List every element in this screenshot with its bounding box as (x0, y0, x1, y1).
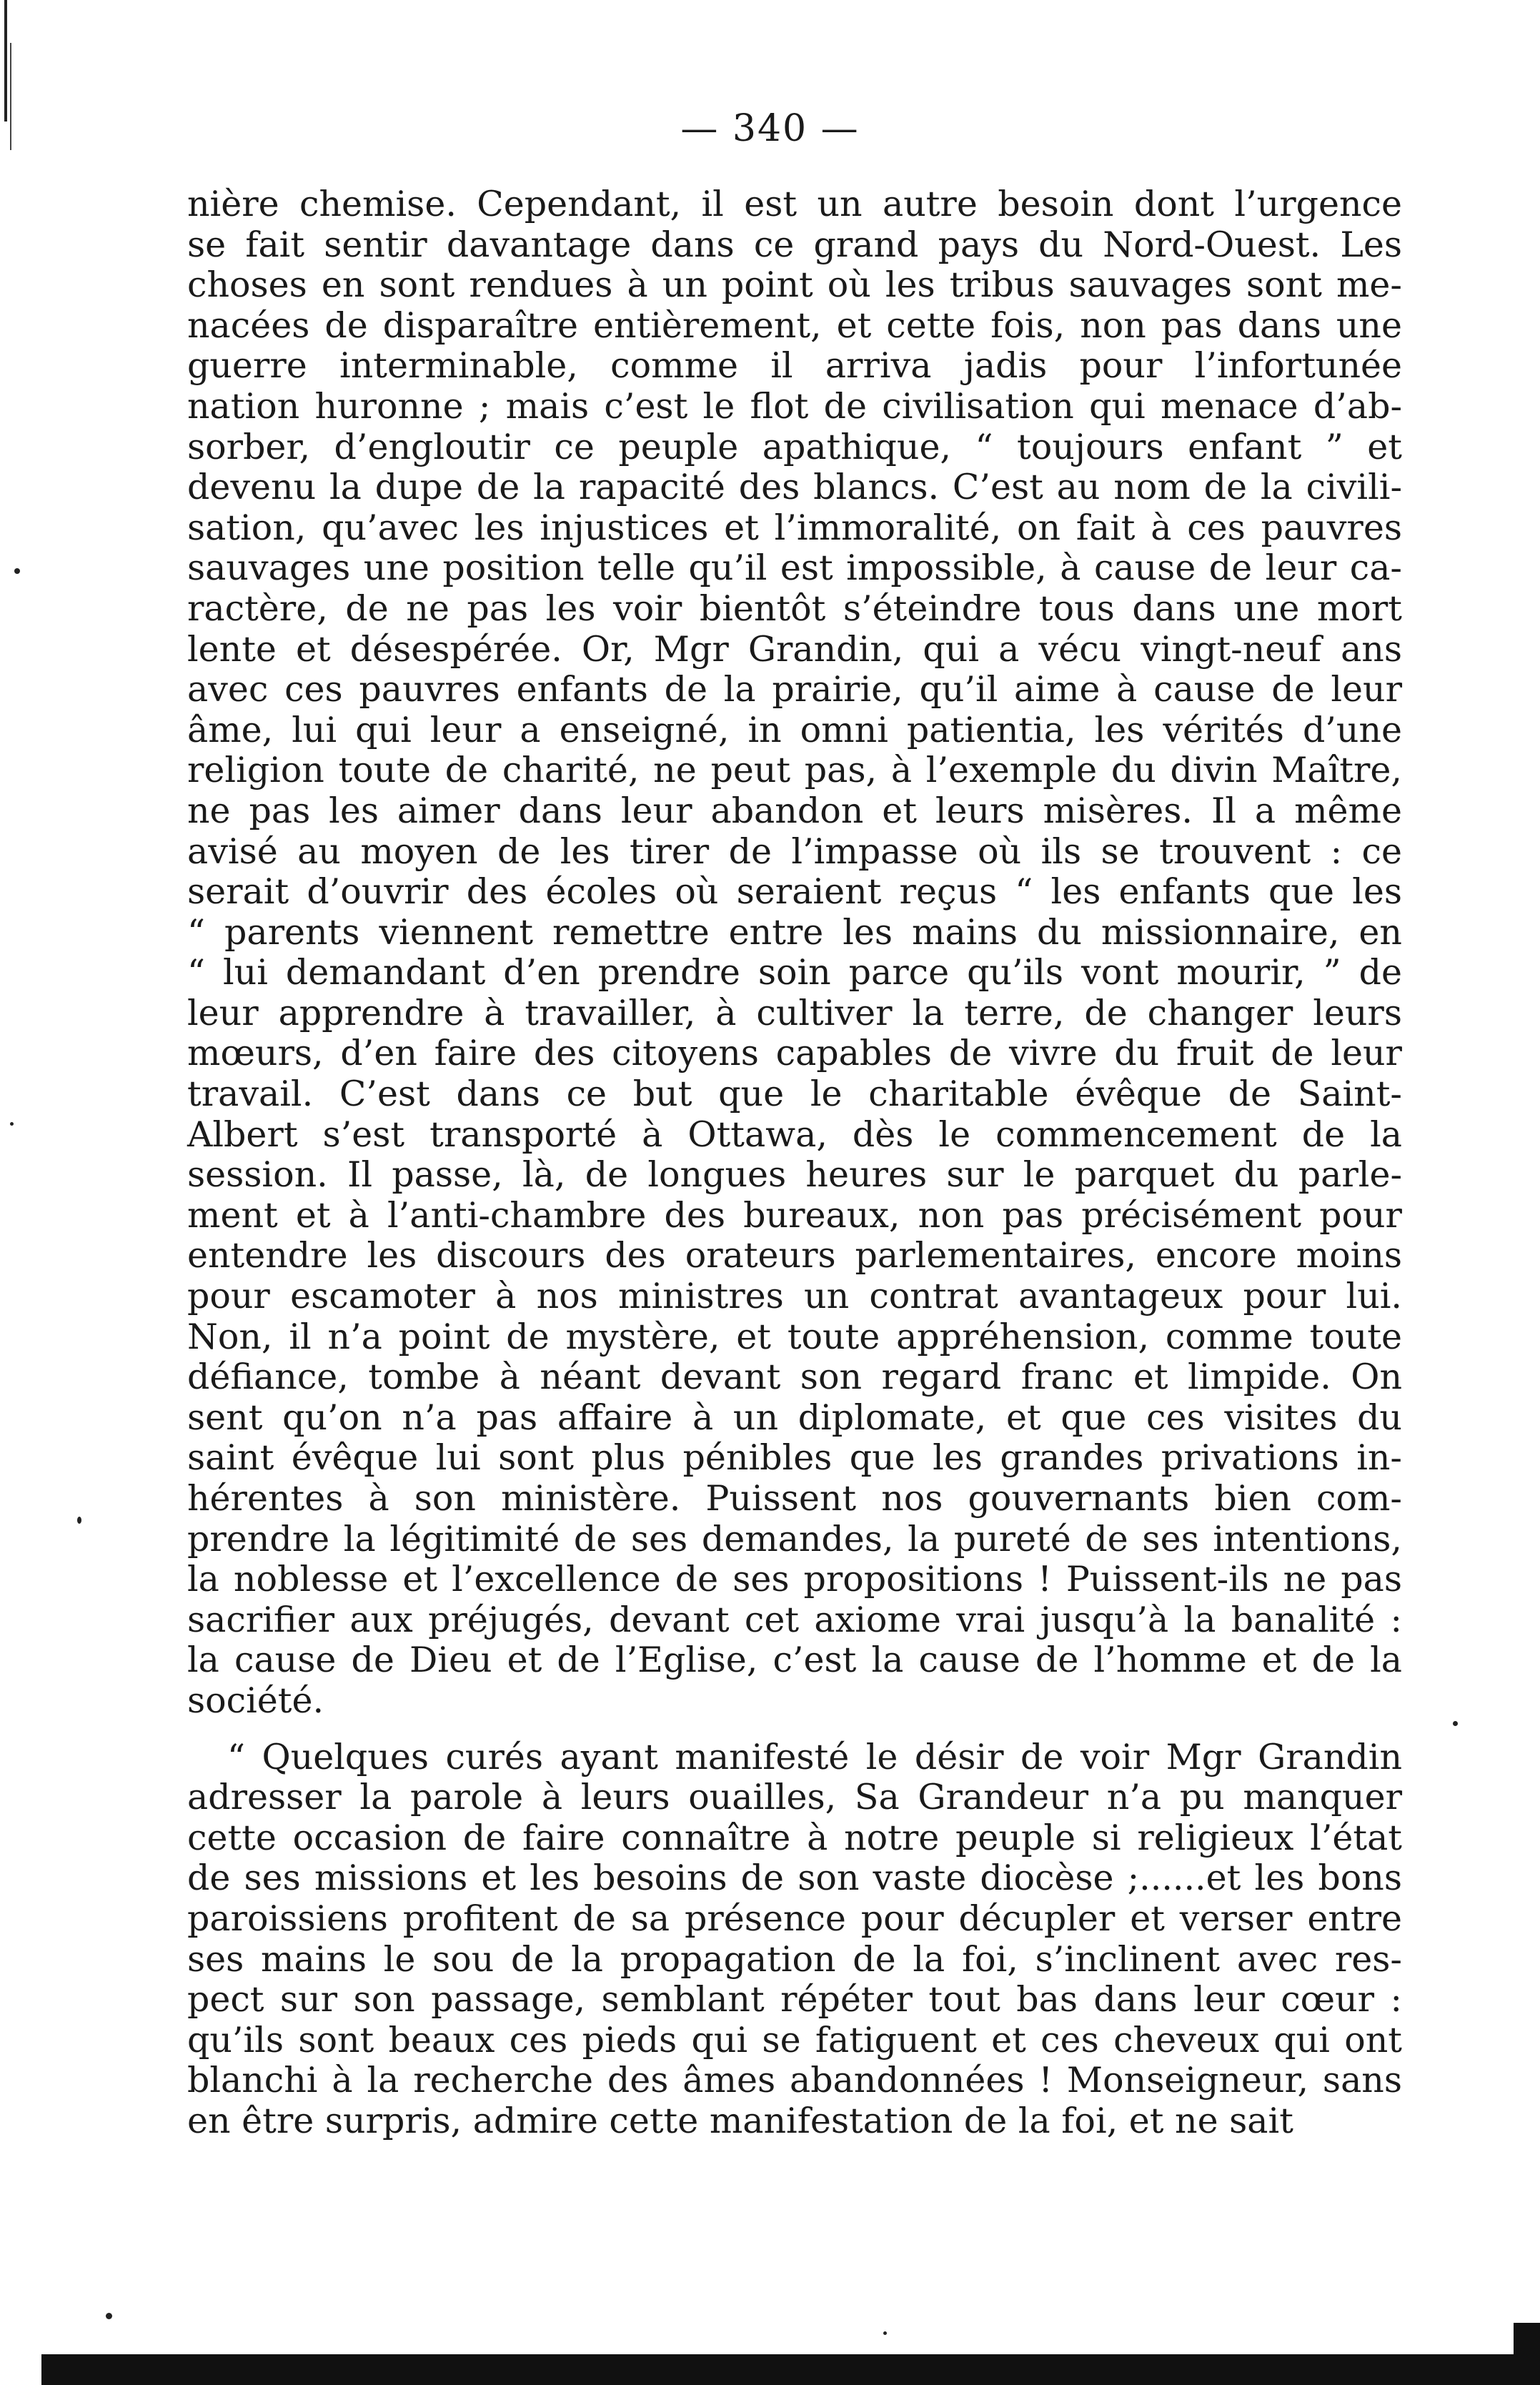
binding-edge-mark (4, 0, 7, 122)
body-text (187, 184, 1402, 2142)
text-line: sent qu’on n’a pas affaire à un diplomate, et que ces visites du (187, 1397, 1402, 1438)
text-line: religion toute de charité, ne peut pas, à l’exemple du divin Maître, (187, 750, 1402, 791)
text-line: société. (187, 1680, 324, 1721)
scan-edge-corner (1514, 2323, 1540, 2385)
text-line: nière chemise. Cependant, il est un autre besoin dont l’urgence (187, 184, 1402, 224)
text-line: pour escamoter à nos ministres un contrat avantageux pour lui. (187, 1276, 1402, 1317)
text-line: la noblesse et l’excellence de ses propositions ! Puissent-ils ne pas (187, 1559, 1402, 1600)
text-line: sacrifier aux préjugés, devant cet axiome vrai jusqu’à la banalité : (187, 1599, 1402, 1640)
text-line: avisé au moyen de les tirer de l’impasse où ils se trouvent : ce (187, 830, 1402, 872)
text-line: saint évêque lui sont plus pénibles que les grandes privations in- (187, 1437, 1402, 1479)
text-line: nation huronne ; mais c’est le flot de civilisation qui menace d’ab- (187, 385, 1402, 427)
text-line: sorber, d’engloutir ce peuple apathique, “ toujours enfant ” et (187, 426, 1402, 467)
text-line: Non, il n’a point de mystère, et toute appréhension, comme toute (187, 1316, 1402, 1357)
text-line: “ parents viennent remettre entre les mains du missionnaire, en (187, 911, 1402, 953)
ink-speck (883, 2331, 887, 2335)
text-line: ment et à l’anti-chambre des bureaux, non pas précisément pour (187, 1194, 1402, 1236)
text-line: la cause de Dieu et de l’Eglise, c’est la cause de l’homme et de la (187, 1640, 1402, 1681)
paragraph-1 (187, 184, 1402, 1722)
text-line: serait d’ouvrir des écoles où seraient reçus “ les enfants que les (187, 871, 1402, 913)
text-line: paroissiens profitent de sa présence pour décupler et verser entre (187, 1898, 1402, 1939)
text-line: lente et désespérée. Or, Mgr Grandin, qui a vécu vingt-neuf ans (187, 628, 1402, 670)
text-line: de ses missions et les besoins de son vaste diocèse ;......et les bons (187, 1858, 1402, 1899)
text-line: “ Quelques curés ayant manifesté le désir de voir Mgr Grandin (227, 1736, 1402, 1777)
text-line: avec ces pauvres enfants de la prairie, qu’il aime à cause de leur (187, 669, 1402, 710)
text-line: choses en sont rendues à un point où les tribus sauvages sont me- (187, 264, 1402, 306)
text-line: mœurs, d’en faire des citoyens capables de vivre du fruit de leur (187, 1033, 1402, 1074)
ink-speck (14, 568, 20, 574)
text-line: guerre interminable, comme il arriva jadis pour l’infortunée (187, 345, 1402, 387)
text-line: cette occasion de faire connaître à notre peuple si religieux l’état (187, 1817, 1402, 1858)
scan-edge-bar (41, 2354, 1535, 2385)
paragraph-gap (187, 1722, 1402, 1737)
text-line: nacées de disparaître entièrement, et cette fois, non pas dans une (187, 304, 1402, 346)
page-number: — 340 — (680, 107, 860, 150)
text-line: blanchi à la recherche des âmes abandonnées ! Monseigneur, sans (187, 2060, 1402, 2101)
text-line: prendre la légitimité de ses demandes, la pureté de ses intentions, (187, 1518, 1402, 1560)
text-line: sation, qu’avec les injustices et l’immoralité, on fait à ces pauvres (187, 507, 1402, 548)
text-line: leur apprendre à travailler, à cultiver la terre, de changer leurs (187, 992, 1402, 1033)
text-line: sauvages une position telle qu’il est impossible, à cause de leur ca- (187, 547, 1402, 589)
text-line: devenu la dupe de la rapacité des blancs. C’est au nom de la civili- (187, 467, 1402, 508)
text-line: adresser la parole à leurs ouailles, Sa Grandeur n’a pu manquer (187, 1777, 1402, 1818)
text-line: pect sur son passage, semblant répéter tout bas dans leur cœur : (187, 1979, 1402, 2020)
text-line: “ lui demandant d’en prendre soin parce qu’ils vont mourir, ” de (187, 952, 1402, 993)
text-line: ses mains le sou de la propagation de la foi, s’inclinent avec res- (187, 1938, 1402, 1980)
text-line: Albert s’est transporté à Ottawa, dès le commencement de la (187, 1114, 1402, 1155)
text-line: en être surpris, admire cette manifestation de la foi, et ne sait (187, 2100, 1293, 2141)
ink-speck (77, 1517, 81, 1524)
text-line: travail. C’est dans ce but que le charitable évêque de Saint- (187, 1074, 1402, 1115)
text-line: âme, lui qui leur a enseigné, in omni patientia, les vérités d’une (187, 709, 1402, 750)
text-line: ractère, de ne pas les voir bientôt s’éteindre tous dans une mort (187, 587, 1402, 629)
paragraph-2 (187, 1737, 1402, 2142)
text-line: session. Il passe, là, de longues heures sur le parquet du parle- (187, 1154, 1402, 1196)
text-line: qu’ils sont beaux ces pieds qui se fatiguent et ces cheveux qui ont (187, 2019, 1402, 2061)
text-line: défiance, tombe à néant devant son regard franc et limpide. On (187, 1357, 1402, 1398)
text-line: hérentes à son ministère. Puissent nos gouvernants bien com- (187, 1478, 1402, 1519)
ink-speck (1453, 1721, 1458, 1726)
text-line: ne pas les aimer dans leur abandon et leurs misères. Il a même (187, 790, 1402, 831)
ink-speck (106, 2313, 112, 2319)
text-line: entendre les discours des orateurs parlementaires, encore moins (187, 1235, 1402, 1276)
text-line: se fait sentir davantage dans ce grand pays du Nord-Ouest. Les (187, 224, 1402, 265)
ink-speck (10, 1122, 14, 1126)
